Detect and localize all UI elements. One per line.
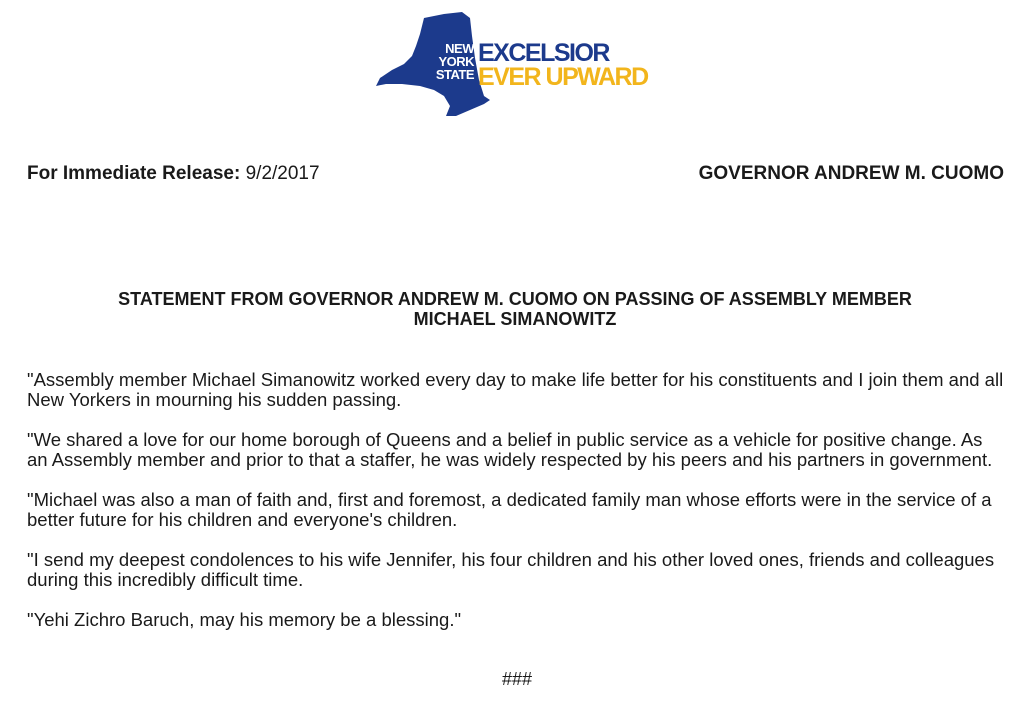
release-issuer: GOVERNOR ANDREW M. CUOMO	[698, 163, 1004, 184]
release-info	[27, 163, 320, 184]
release-label: For Immediate Release:	[27, 163, 241, 184]
paragraph: "I send my deepest condolences to his wife Jennifer, his four children and his other loved ones, friends and colleagues during this incredibly difficult time.	[27, 549, 995, 590]
tagline-excelsior: EXCELSIOR	[478, 39, 609, 67]
paragraph: "Michael was also a man of faith and, first and foremost, a dedicated family man whose efforts were in the service of a better future for his children and everyone's children.	[27, 489, 992, 530]
statement-body	[27, 370, 1007, 650]
nys-logo	[372, 12, 662, 120]
state-line-york: YORK	[438, 54, 474, 69]
end-mark: ###	[501, 669, 533, 689]
paragraph: "We shared a love for our home borough of Queens and a belief in public service as a vehicle for positive change. As an Assembly member and prior to that a staffer, he was widely respected by his peers and his partners in government.	[27, 429, 993, 470]
paragraph: "Assembly member Michael Simanowitz worked every day to make life better for his constituents and I join them and all New Yorkers in mourning his sudden passing.	[27, 369, 1004, 410]
headline-line-2: MICHAEL SIMANOWITZ	[413, 309, 617, 329]
headline-line-1: STATEMENT FROM GOVERNOR ANDREW M. CUOMO ON PASSING OF ASSEMBLY MEMBER	[118, 289, 912, 309]
state-line-new: NEW	[445, 41, 474, 56]
state-line-state: STATE	[435, 67, 474, 82]
headline	[40, 289, 990, 329]
tagline-ever-upward: EVER UPWARD	[478, 63, 648, 91]
release-date: 9/2/2017	[245, 163, 320, 184]
paragraph: "Yehi Zichro Baruch, may his memory be a blessing."	[27, 609, 462, 630]
release-row	[27, 163, 1004, 185]
